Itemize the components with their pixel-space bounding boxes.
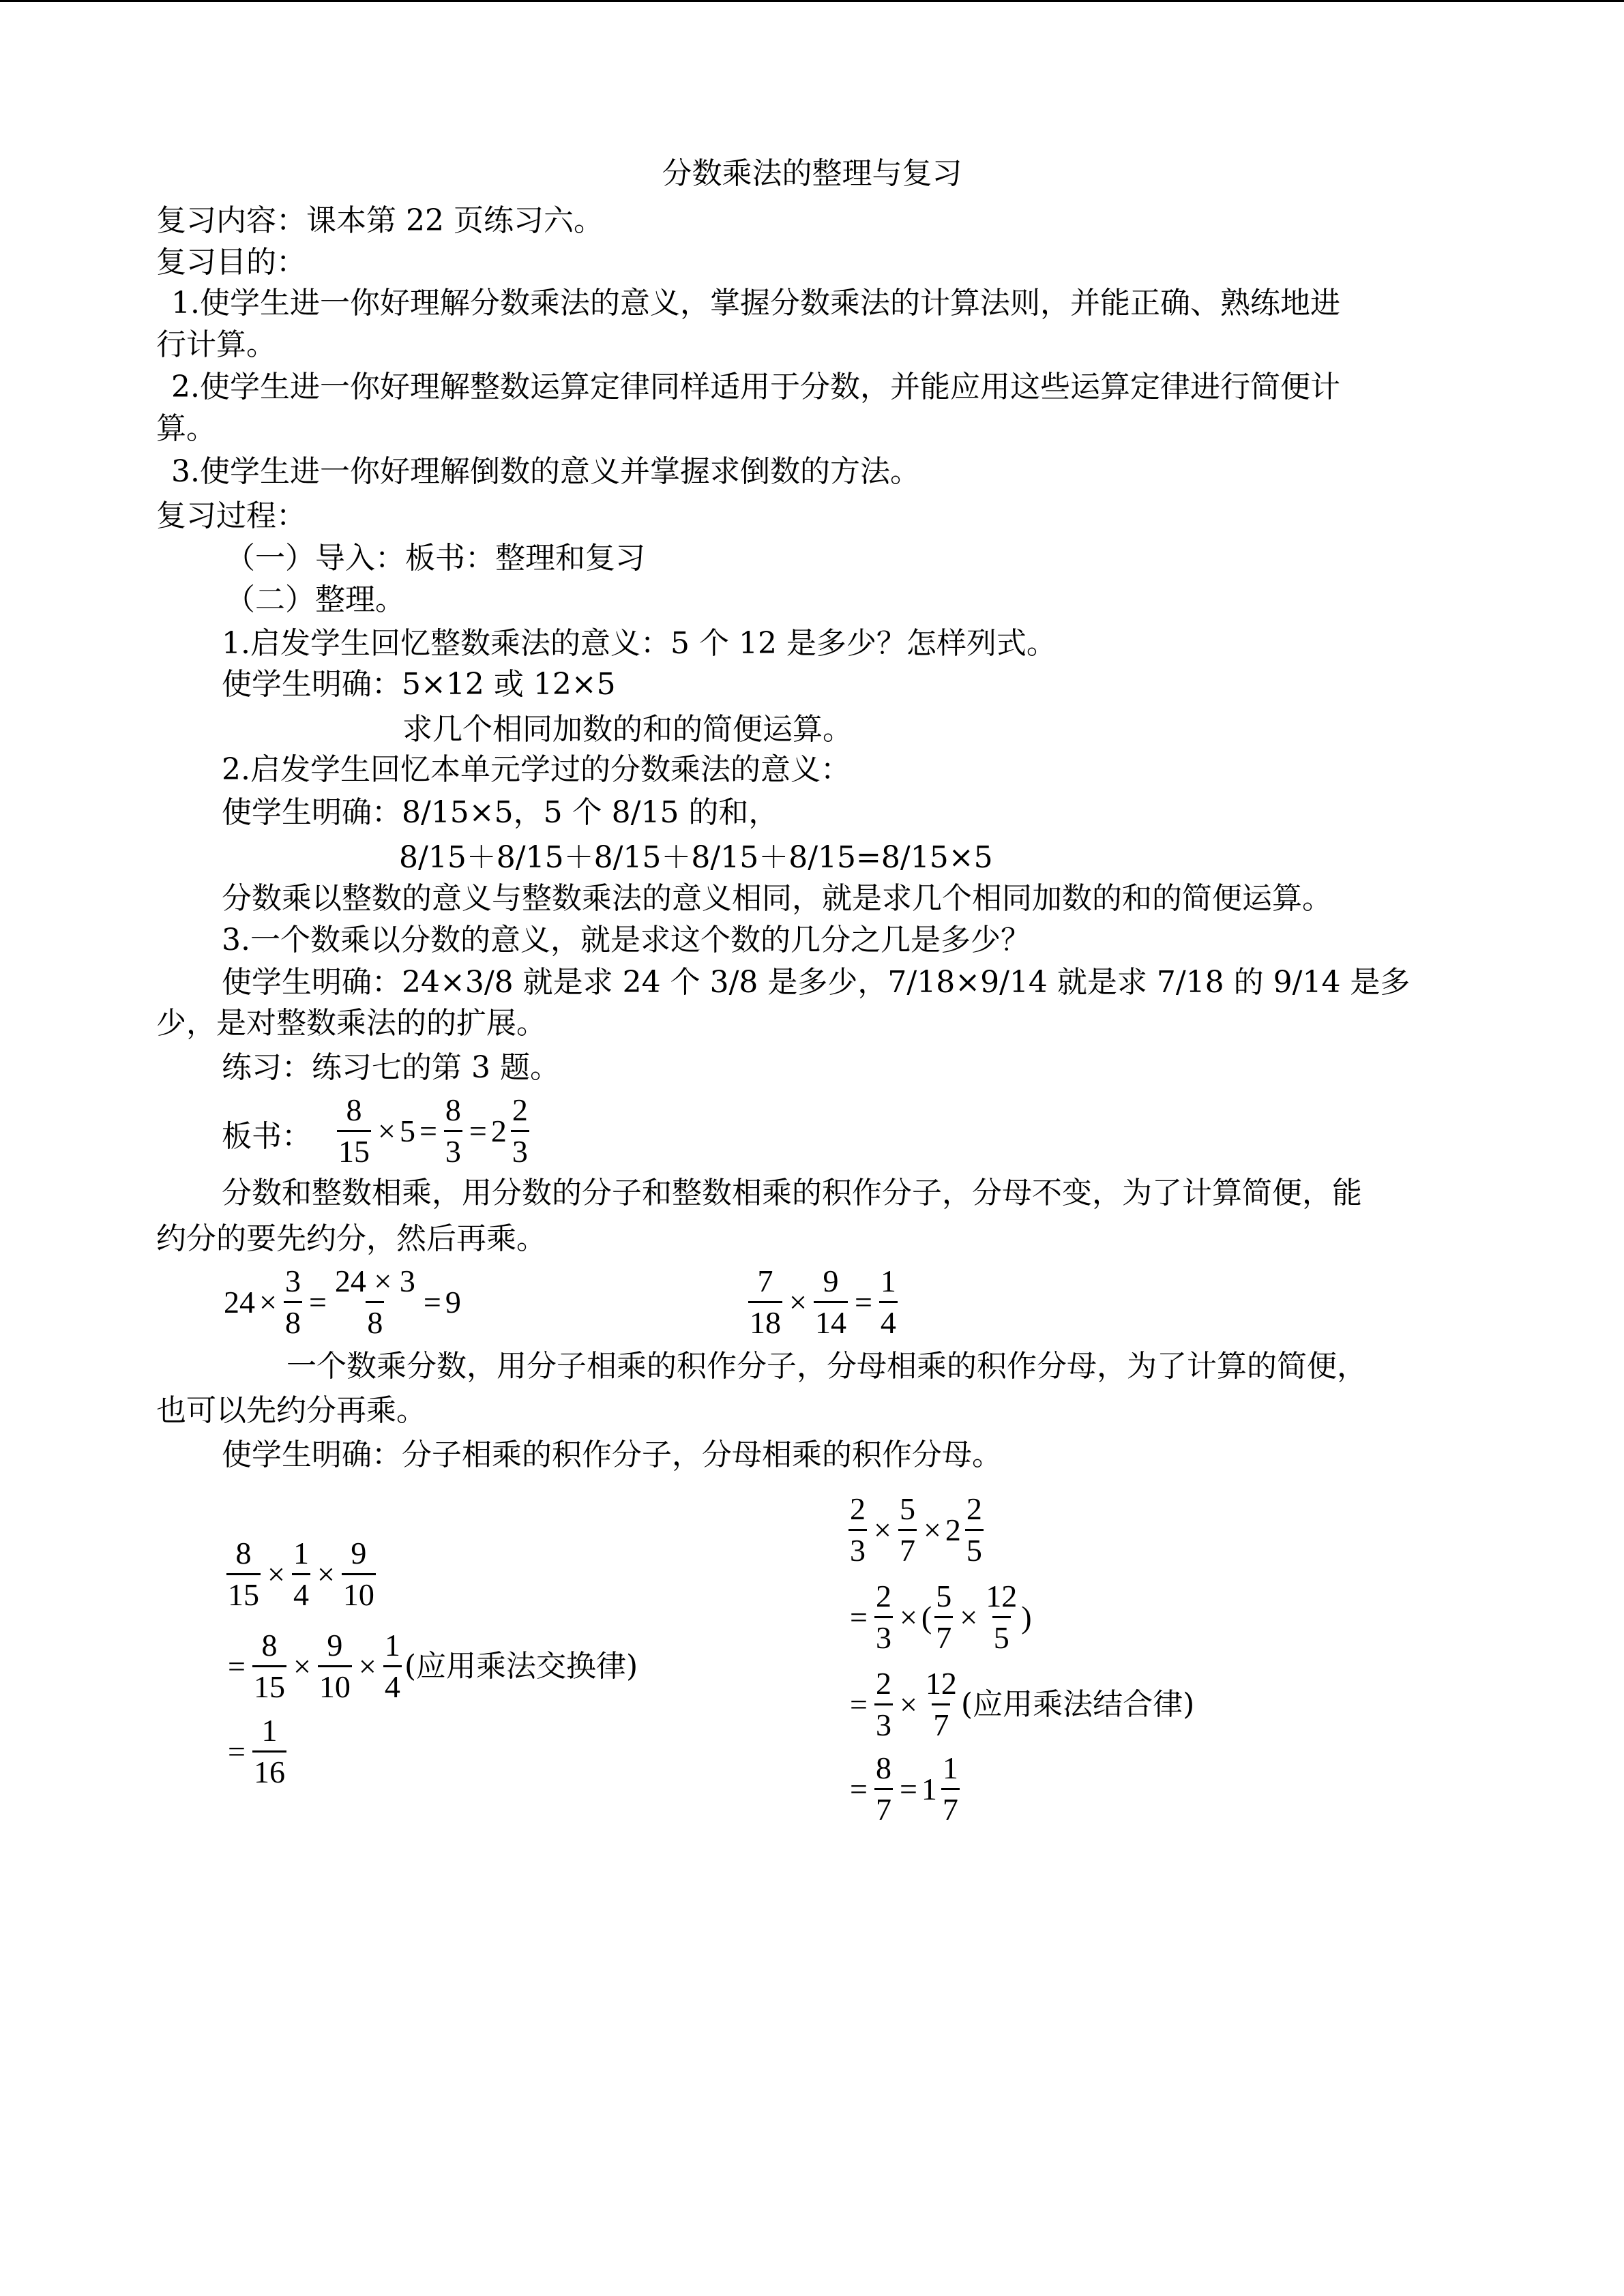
numerator: 24 × 3 [334,1264,415,1298]
equals-sign: = [423,1284,441,1320]
step-2-sum: 8/15＋8/15＋8/15＋8/15＋8/15=8/15×5 [399,840,993,875]
board-formula [334,1094,532,1167]
right-calc-row-2 [846,1581,1032,1654]
denominator: 3 [511,1130,529,1167]
step-3-clarify-line-1: 使学生明确：24×3/8 就是求 24 个 3/8 是多少，7/18×9/14 就是求 7/18 的 9/14 是多 [222,965,1411,1000]
equals-sign: = [850,1599,868,1635]
right-calc-row-1 [846,1493,986,1566]
denominator: 18 [748,1301,782,1339]
denominator: 3 [848,1529,867,1566]
times-sign: × [899,1599,917,1635]
board-label: 板书： [222,1119,312,1154]
times-sign: × [899,1686,917,1722]
goal-2-line-1: 2.使学生进一你好理解整数运算定律同样适用于分数，并能应用这些运算定律进行简便计 [171,370,1340,404]
numerator: 8 [445,1092,461,1127]
times-sign: × [293,1648,311,1684]
numerator: 8 [261,1628,278,1663]
fraction [342,1538,376,1611]
step-3-clarify-line-2: 少，是对整数乘法的的扩展。 [156,1006,546,1041]
denominator: 7 [932,1703,950,1741]
denominator: 14 [814,1301,848,1339]
fraction [748,1266,782,1339]
practice-line: 练习：练习七的第 3 题。 [222,1050,560,1085]
integer: 24 [224,1284,255,1320]
denominator: 3 [444,1130,462,1167]
denominator: 7 [934,1616,953,1654]
times-sign: × [960,1599,978,1635]
numerator: 9 [327,1628,343,1663]
right-calc-row-4 [846,1750,962,1827]
fraction [226,1538,261,1611]
numerator: 9 [351,1536,367,1570]
denominator: 10 [342,1573,376,1611]
mixed-whole: 2 [945,1512,961,1547]
denominator: 7 [874,1788,893,1825]
left-calc-row-3 [224,1715,289,1788]
left-calc-row-2 [224,1630,638,1703]
fraction [934,1581,953,1654]
rule-1-line-2: 约分的要先约分，然后再乘。 [156,1221,546,1256]
denominator: 10 [318,1665,352,1703]
equals-sign: = [469,1113,487,1148]
fraction [444,1094,462,1167]
equals-sign: = [899,1771,917,1806]
fraction [814,1266,848,1339]
numerator: 5 [936,1579,952,1613]
fraction [924,1668,958,1741]
fraction [383,1630,402,1703]
goal-2-line-2: 算。 [156,411,216,446]
step-1-clarify: 使学生明确：5×12 或 12×5 [222,667,616,702]
example-1-formula [224,1266,461,1339]
left-calc-row-1 [224,1538,379,1611]
denominator: 15 [337,1130,371,1167]
numerator: 5 [899,1491,915,1526]
times-sign: × [874,1512,891,1547]
integer: 5 [399,1113,415,1148]
fraction [941,1750,960,1827]
denominator: 8 [284,1301,302,1339]
fraction [252,1630,286,1703]
review-goal-heading: 复习目的： [156,245,306,280]
mixed-whole: 1 [921,1771,937,1806]
numerator: 2 [875,1579,891,1613]
fraction [292,1538,310,1611]
denominator: 3 [874,1616,893,1654]
denominator: 7 [898,1529,917,1566]
denominator: 4 [879,1301,898,1339]
denominator: 5 [965,1529,984,1566]
times-sign: × [923,1512,941,1547]
law-note: (应用乘法结合律) [960,1686,1195,1722]
numerator: 2 [875,1666,891,1701]
step-1-meaning: 求几个相同加数的和的简便运算。 [402,712,853,747]
mixed-whole: 2 [490,1113,507,1148]
review-content-line: 复习内容：课本第 22 页练习六。 [156,203,604,238]
numerator: 9 [823,1264,839,1298]
numerator: 12 [986,1579,1018,1613]
step-2-clarify: 使学生明确：8/15×5，5 个 8/15 的和， [222,795,779,830]
numerator: 1 [261,1713,278,1748]
step-2-prompt: 2.启发学生回忆本单元学过的分数乘法的意义： [222,752,851,787]
review-process-heading: 复习过程： [156,498,306,533]
fraction [879,1266,898,1339]
fraction [511,1094,529,1167]
example-2-formula [745,1266,900,1339]
times-sign: × [259,1284,277,1320]
section-1-intro: （一）导入：板书：整理和复习 [225,541,645,576]
numerator: 7 [757,1264,773,1298]
denominator: 4 [383,1665,402,1703]
numerator: 1 [293,1536,309,1570]
fraction [965,1493,984,1566]
numerator: 3 [284,1264,301,1298]
numerator: 2 [512,1092,528,1127]
equals-sign: = [850,1771,868,1806]
equals-sign: = [854,1284,872,1320]
right-paren: ) [1021,1599,1032,1635]
step-1-prompt: 1.启发学生回忆整数乘法的意义：5 个 12 是多少？怎样列式。 [222,626,1057,661]
numerator: 8 [875,1750,891,1785]
denominator: 4 [292,1573,310,1611]
goal-1-line-2: 行计算。 [156,327,276,362]
fraction [337,1094,371,1167]
law-note: (应用乘法交换律) [404,1648,638,1684]
left-paren: ( [921,1599,932,1635]
numerator: 1 [880,1264,896,1298]
fraction [284,1266,302,1339]
numerator: 8 [346,1092,362,1127]
equals-sign: = [419,1113,437,1148]
step-2-summary: 分数乘以整数的意义与整数乘法的意义相同，就是求几个相同加数的和的简便运算。 [222,881,1332,916]
section-2-organize: （二）整理。 [225,582,405,617]
step-3-prompt: 3.一个数乘以分数的意义，就是求这个数的几分之几是多少？ [222,923,1031,957]
goal-1-line-1: 1.使学生进一你好理解分数乘法的意义，掌握分数乘法的计算法则，并能正确、熟练地进 [171,286,1340,320]
numerator: 1 [384,1628,400,1663]
result: 9 [445,1284,461,1320]
equals-sign: = [228,1648,246,1684]
denominator: 7 [941,1788,960,1825]
times-sign: × [267,1556,285,1592]
fraction [874,1750,893,1827]
goal-3-line: 3.使学生进一你好理解倒数的意义并掌握求倒数的方法。 [171,454,920,489]
denominator: 3 [874,1703,893,1741]
rule-2-line-1: 一个数乘分数，用分子相乘的积作分子，分母相乘的积作分母，为了计算的简便， [286,1349,1367,1384]
numerator: 12 [925,1666,957,1701]
rule-1-line-1: 分数和整数相乘，用分数的分子和整数相乘的积作分子，分母不变，为了计算简便，能 [222,1176,1362,1210]
fraction [318,1630,352,1703]
fraction [252,1715,286,1788]
right-calc-row-3 [846,1668,1194,1741]
denominator: 15 [252,1665,286,1703]
denominator: 16 [252,1750,286,1788]
equals-sign: = [308,1284,327,1320]
equals-sign: = [850,1686,868,1722]
denominator: 5 [992,1616,1011,1654]
times-sign: × [316,1556,335,1592]
numerator: 2 [850,1491,866,1526]
fraction [874,1668,893,1741]
rule-2-line-2: 也可以先约分再乘。 [156,1393,426,1428]
fraction [898,1493,917,1566]
numerator: 8 [235,1536,252,1570]
fraction [984,1581,1018,1654]
times-sign: × [358,1648,377,1684]
times-sign: × [789,1284,807,1320]
equals-sign: = [228,1733,246,1769]
times-sign: × [378,1113,396,1148]
fraction [874,1581,893,1654]
top-border [0,0,1624,2]
fraction [848,1493,867,1566]
fraction [334,1266,417,1339]
rule-2-clarify: 使学生明确：分子相乘的积作分子，分母相乘的积作分母。 [222,1437,1002,1472]
denominator: 8 [366,1301,384,1339]
denominator: 15 [226,1573,261,1611]
numerator: 1 [942,1750,958,1785]
numerator: 2 [966,1491,982,1526]
page-title: 分数乘法的整理与复习 [662,156,962,191]
